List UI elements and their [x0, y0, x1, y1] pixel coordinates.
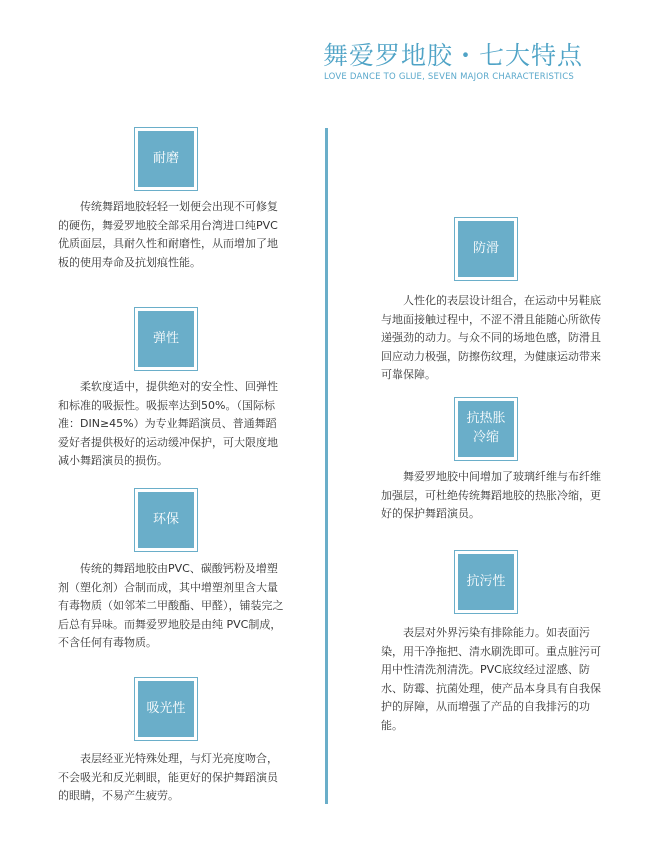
feature-description-text: 表层对外界污染有排除能力。如表面污染，用干净拖把、清水刷洗即可。重点脏污可用中性清洗剂清洗。PVC底纹经过涩感、防水、防霉、抗菌处理，使产品本身具有自我保护的屏障，从而增强了产品的自我排污的功能。 — [381, 626, 601, 732]
feature-badge-label: 耐磨 — [152, 150, 179, 166]
feature-description — [58, 378, 284, 471]
feature-badge-label: 抗热胀冷缩 — [466, 411, 506, 445]
feature-description-text: 传统的舞蹈地胶由PVC、碳酸钙粉及增塑剂（塑化剂）合制而成，其中增塑剂里含大量有毒物质（如邻苯二甲酸酯、甲醛），铺装完之后总有异味。而舞爱罗地胶是由纯 PVC制成，不含任何有毒物质。 — [58, 562, 284, 649]
feature-badge-label: 弹性 — [152, 330, 179, 346]
feature-badge-label: 防滑 — [472, 240, 499, 256]
feature-description-text: 传统舞蹈地胶轻轻一划便会出现不可修复的硬伤，舞爱罗地胶全部采用台湾进口纯PVC优质面层，具耐久性和耐磨性，从而增加了地板的使用寿命及抗划痕性能。 — [58, 200, 278, 269]
page-title: 舞爱罗地胶・七大特点 — [323, 41, 584, 70]
feature-description — [58, 198, 284, 272]
feature-description-text: 表层经亚光特殊处理，与灯光亮度吻合，不会吸光和反光刺眼，能更好的保护舞蹈演员的眼睛，不易产生疲劳。 — [58, 752, 278, 802]
feature-description-text: 人性化的表层设计组合，在运动中另鞋底与地面接触过程中，不涩不滑且能随心所欲传递强劲的动力。与众不同的场地色感，防滑且回应动力极强，防擦伤纹理，为健康运动带来可靠保障。 — [381, 294, 601, 381]
feature-description — [58, 750, 284, 806]
feature-badge-elasticity — [134, 307, 198, 371]
feature-badge-eco-friendly — [134, 488, 198, 552]
feature-description — [381, 468, 605, 524]
feature-badge-label: 抗污性 — [466, 573, 506, 589]
feature-description-text: 舞爱罗地胶中间增加了玻璃纤维与布纤维加强层，可杜绝传统舞蹈地胶的热胀冷缩，更好的保护舞蹈演员。 — [381, 470, 601, 520]
feature-badge-anti-slip — [454, 217, 518, 281]
feature-badge-label: 吸光性 — [146, 700, 186, 716]
page-subtitle: LOVE DANCE TO GLUE, SEVEN MAJOR CHARACTERISTICS — [324, 72, 574, 82]
feature-badge-light-absorption — [134, 677, 198, 741]
feature-badge-stain-resistance — [454, 550, 518, 614]
feature-badge-thermal-stability — [454, 397, 518, 461]
feature-description-text: 柔软度适中，提供绝对的安全性、回弹性和标准的吸振性。吸振率达到50%。（国际标准：DIN≥45%）为专业舞蹈演员、普通舞蹈爱好者提供极好的运动缓冲保护，可大限度地减小舞蹈演员的损伤。 — [58, 380, 278, 467]
feature-badge-label: 环保 — [152, 511, 179, 527]
center-divider — [325, 128, 328, 804]
feature-description — [381, 292, 605, 385]
feature-badge-wear-resistance — [134, 127, 198, 191]
feature-description — [381, 624, 605, 735]
feature-description — [58, 560, 284, 653]
